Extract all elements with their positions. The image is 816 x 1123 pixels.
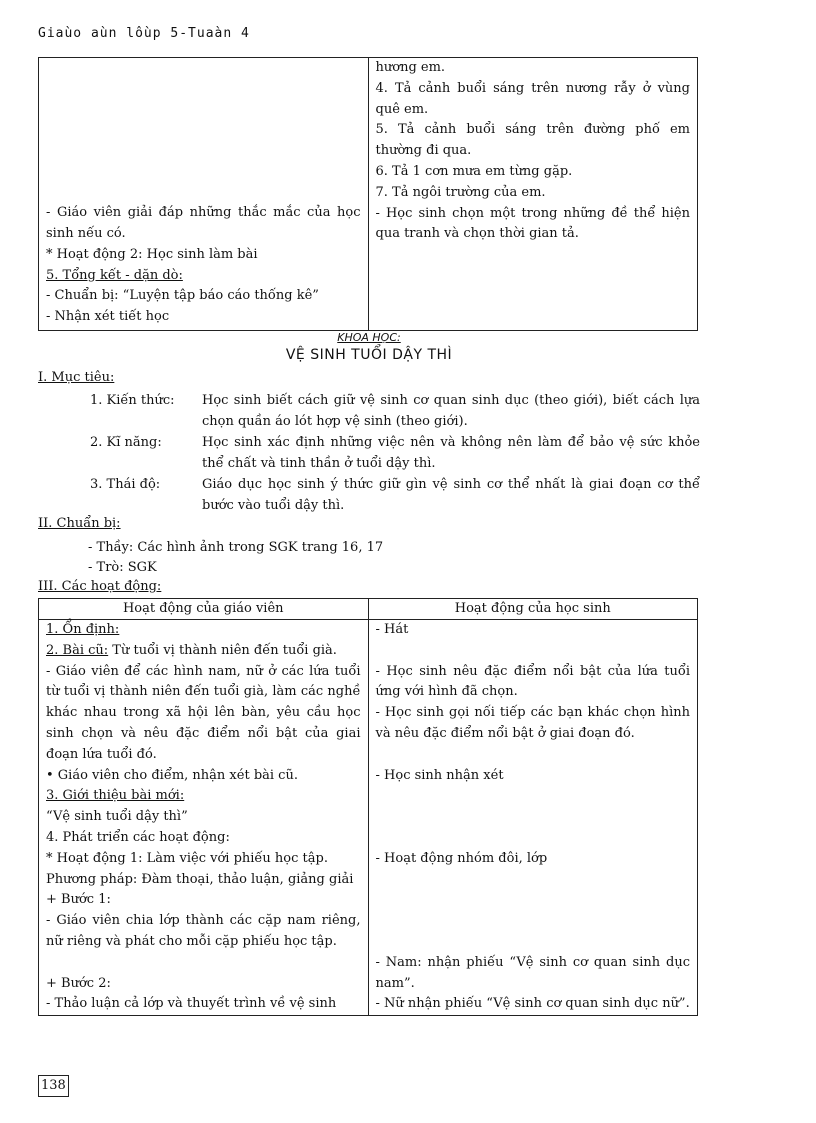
text-line: 3. Giới thiệu bài mới: — [46, 788, 185, 804]
student-column — [368, 58, 698, 331]
objective-label: 2. Kĩ năng: — [90, 435, 162, 450]
text-line: - Giáo viên chia lớp thành các cặp nam riêng, nữ riêng và phát cho mỗi cặp phiếu học tập. — [46, 913, 361, 949]
teacher-column — [39, 58, 369, 331]
text-line: 1. Ổn định: — [46, 622, 120, 637]
text-line: + Bước 2: — [46, 975, 111, 991]
text-line: - Hoạt động nhóm đôi, lớp — [375, 850, 548, 866]
text-line: hương em. — [375, 60, 446, 75]
text-line: “Vệ sinh tuổi dậy thì” — [46, 809, 188, 825]
text-line: 7. Tả ngôi trường của em. — [375, 184, 546, 200]
objective-label: 3. Thái độ: — [90, 477, 161, 492]
text-line: 2. Bài cũ: Từ tuổi vị thành niên đến tuổi già. — [46, 642, 337, 658]
text-line: 6. Tả 1 cơn mưa em từng gặp. — [375, 163, 573, 179]
text-line: - Giáo viên giải đáp những thắc mắc của học sinh nếu có. — [46, 205, 361, 242]
text-line: - Học sinh nhận xét — [375, 767, 504, 783]
objective-label: 1. Kiến thức: — [90, 393, 175, 408]
text-line: - Nam: nhận phiếu “Vệ sinh cơ quan sinh dục nam”. — [375, 954, 690, 991]
objective-text: Học sinh biết cách giữ vệ sinh cơ quan sinh dục (theo giới), biết cách lựa chọn quần áo lót hợp vệ sinh (theo giới). — [202, 393, 700, 429]
student-activities — [368, 620, 698, 1016]
text-line: Phương pháp: Đàm thoại, thảo luận, giảng giải — [46, 871, 354, 887]
text-line: * Hoạt động 1: Làm việc với phiếu học tập. — [46, 850, 328, 866]
text-line: - Học sinh nêu đặc điểm nổi bật của lứa tuổi ứng với hình đã chọn. — [375, 663, 690, 700]
text-line: - Giáo viên để các hình nam, nữ ở các lứa tuổi từ tuổi vị thành niên đến tuổi già, làm các nghề khác nhau trong xã hội lên bàn, yêu cầu học sinh chọn và nêu đặc điểm nổi bật của giai đoạn lứa tuổi đó. — [46, 663, 361, 762]
column-header-student: Hoạt động của học sinh — [368, 599, 698, 620]
text-line: 5. Tổng kết - dặn dò: — [46, 267, 183, 283]
section-objectives: I. Mục tiêu: — [38, 370, 115, 385]
text-line: - Thảo luận cả lớp và thuyết trình về vệ sinh — [46, 996, 337, 1012]
text-line: - Nữ nhận phiếu “Vệ sinh cơ quan sinh dục nữ”. — [375, 996, 690, 1012]
teacher-activities — [39, 620, 369, 1016]
text-line: * Hoạt động 2: Học sinh làm bài — [46, 246, 258, 262]
text-line: - Học sinh gọi nối tiếp các bạn khác chọn hình và nêu đặc điểm nổi bật ở giai đoạn đó. — [375, 705, 690, 741]
section-preparation: II. Chuẩn bị: — [38, 516, 121, 531]
text-line: • Giáo viên cho điểm, nhận xét bài cũ. — [46, 767, 298, 783]
page-header: Giaùo aùn lôùp 5-Tuaàn 4 — [38, 26, 250, 41]
text-line: - Nhận xét tiết học — [46, 309, 170, 325]
prep-item-teacher: - Thầy: Các hình ảnh trong SGK trang 16, 17 — [88, 540, 384, 555]
text-line: 4. Tả cảnh buổi sáng trên nương rẫy ở vùng quê em. — [375, 80, 690, 117]
continuation-table — [38, 57, 698, 331]
page-number: 138 — [38, 1075, 69, 1097]
objective-text: Học sinh xác định những việc nên và không nên làm để bảo vệ sức khỏe thể chất và tinh thần ở tuổi dậy thì. — [202, 435, 700, 471]
text-line: - Hát — [375, 622, 409, 637]
text-line: 4. Phát triển các hoạt động: — [46, 829, 230, 845]
activities-table — [38, 598, 698, 1016]
lesson-title: VỆ SINH TUỔI DẬY THÌ — [285, 347, 453, 363]
subject-label: KHOA HỌC: — [337, 331, 401, 344]
objective-text: Giáo dục học sinh ý thức giữ gìn vệ sinh cơ thể nhất là giai đoạn cơ thể bước vào tuổi dậy thì. — [202, 477, 700, 513]
prep-item-student: - Trò: SGK — [88, 560, 157, 575]
text-line: + Bước 1: — [46, 892, 111, 908]
text-line: 5. Tả cảnh buổi sáng trên đường phố em thường đi qua. — [375, 122, 690, 159]
text-line: - Học sinh chọn một trong những đề thể hiện qua tranh và chọn thời gian tả. — [375, 205, 690, 242]
section-activities: III. Các hoạt động: — [38, 579, 162, 594]
column-header-teacher: Hoạt động của giáo viên — [39, 599, 369, 620]
text-line: - Chuẩn bị: “Luyện tập báo cáo thống kê” — [46, 288, 319, 304]
